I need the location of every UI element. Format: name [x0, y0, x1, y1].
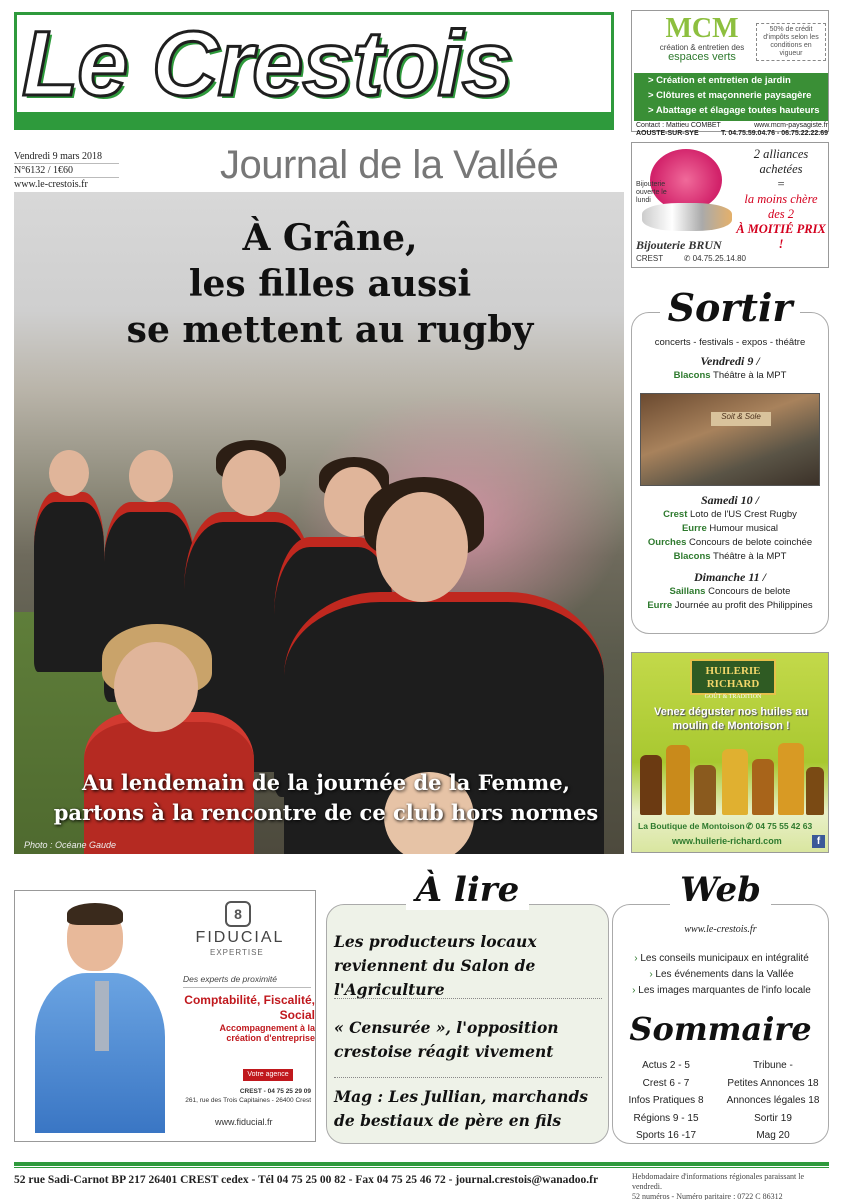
bottle	[694, 765, 716, 815]
alire-title-text: À lire	[406, 870, 530, 910]
event-what: Journée au profit des Philippines	[672, 600, 813, 611]
footer-rule	[14, 1162, 829, 1166]
newspaper-title: Le Crestois	[22, 13, 513, 115]
brun-promo	[736, 147, 826, 252]
headline-line: se mettent au rugby	[126, 309, 534, 351]
fiducial-offer	[183, 993, 315, 1043]
ad-fiducial[interactable]	[14, 890, 316, 1142]
issue-number: N°6132 / 1€60	[14, 164, 119, 178]
sortir-subtitle: concerts - festivals - expos - théâtre	[654, 337, 806, 348]
web-title	[612, 870, 829, 910]
huilerie-logo	[690, 659, 776, 700]
web-item[interactable]	[614, 952, 829, 966]
fiducial-brand-sub: EXPERTISE	[210, 948, 264, 957]
alire-divider	[334, 998, 602, 999]
alire-item[interactable]: « Censurée », l'opposition crestoise réagit vivement	[334, 1018, 559, 1061]
fiducial-url[interactable]: www.fiducial.fr	[215, 1117, 273, 1127]
event-place: Ourches	[647, 537, 687, 548]
sortir-event	[632, 585, 828, 599]
sommaire-left	[618, 1057, 714, 1145]
fiducial-offer-title: Comptabilité, Fiscalité, Social	[184, 993, 315, 1022]
footer-address: 52 rue Sadi-Carnot BP 217 26401 CREST cedex - Tél 04 75 25 00 82 - Fax 04 75 25 46 72 - journal.crestois@wanadoo.fr	[14, 1174, 599, 1186]
sortir-theatre-image	[640, 393, 820, 486]
cover-caption	[28, 768, 624, 828]
bottle	[778, 743, 804, 815]
web-url[interactable]: www.le-crestois.fr	[684, 924, 757, 935]
bottle	[722, 749, 748, 815]
mcm-service: > Création et entretien de jardin	[648, 75, 791, 86]
sortir-event	[632, 536, 828, 550]
footer-legal-line: Hebdomadaire d'informations régionales paraissant le vendredi.	[632, 1172, 805, 1191]
event-place: Blacons	[673, 551, 711, 562]
sortir-event	[632, 522, 828, 536]
promo-line-red-bold: À MOITIÉ PRIX !	[736, 222, 826, 251]
footer-rule-thin	[14, 1167, 829, 1168]
huilerie-brand: HUILERIE RICHARD	[705, 665, 761, 690]
sommaire-item: Mag 20	[756, 1130, 790, 1141]
sommaire-item: Sortir 19	[754, 1112, 792, 1124]
mcm-contact-site: www.mcm-paysagiste.fr	[754, 122, 828, 129]
sortir-title-text: Sortir	[660, 285, 801, 330]
girl-head	[114, 642, 198, 732]
brun-name: Bijouterie BRUN	[636, 238, 722, 252]
brun-city	[636, 254, 746, 263]
player-head	[49, 450, 89, 496]
bottle	[752, 759, 774, 815]
ad-huilerie-richard[interactable]	[631, 652, 829, 853]
huilerie-web[interactable]: www.huilerie-richard.com	[672, 836, 782, 846]
caption-line: Au lendemain de la journée de la Femme,	[82, 770, 570, 795]
photo-credit: Photo : Océane Gaude	[24, 840, 117, 850]
event-place: Crest	[663, 509, 688, 520]
web-item-label: Les conseils municipaux en intégralité	[640, 953, 809, 964]
event-place: Saillans	[669, 586, 706, 597]
fiducial-brand: FIDUCIAL	[195, 929, 285, 946]
newspaper-subtitle: Journal de la Vallée	[220, 143, 559, 187]
mcm-tagline: création & entretien des	[659, 43, 745, 52]
fiducial-agence-button[interactable]: Votre agence	[243, 1069, 293, 1081]
web-title-text: Web	[670, 870, 771, 910]
web-item-label: Les images marquantes de l'info locale	[638, 985, 811, 996]
event-what: Humour musical	[706, 523, 779, 534]
sommaire-item: Régions 9 - 15	[633, 1112, 699, 1124]
mcm-contact	[636, 122, 828, 138]
alire-item[interactable]: Les producteurs locaux reviennent du Salon de l'Agriculture	[334, 932, 537, 999]
event-what: Théâtre à la MPT	[710, 551, 787, 562]
facebook-icon[interactable]: f	[812, 835, 825, 848]
cover-headline[interactable]	[60, 215, 600, 353]
mcm-tagline-big: espaces verts	[668, 51, 736, 63]
oil-bottles-image	[636, 737, 826, 815]
player-head	[129, 450, 173, 502]
bottle	[666, 745, 690, 815]
brun-opening: Bijouterie ouverte le lundi	[636, 181, 667, 204]
man-tie	[95, 981, 109, 1051]
footer-legal-line: 52 numéros - Numéro paritaire : 0722 C 86312	[632, 1192, 783, 1200]
alire-title	[326, 870, 609, 910]
sommaire-item: Actus 2 - 5	[642, 1060, 690, 1071]
issue-info	[14, 150, 119, 191]
sortir-event	[632, 508, 828, 522]
sommaire-item: Petites Annonces 18	[727, 1077, 819, 1089]
mcm-logo	[652, 15, 752, 63]
mcm-services	[634, 73, 828, 121]
caption-line: partons à la rencontre de ce club hors normes	[53, 800, 599, 825]
sommaire-item: Annonces légales 18	[726, 1095, 820, 1106]
rings-image	[642, 203, 732, 231]
sortir-event	[632, 550, 828, 564]
mcm-tax-credit: 50% de crédit d'impôts selon les conditions en vigueur	[756, 23, 826, 61]
fiducial-address	[183, 1087, 311, 1105]
promo-eq: =	[776, 177, 786, 191]
promo-line-red: la moins chère des 2	[744, 192, 818, 221]
fiducial-offer-sub: Accompagnement à la création d'entreprise	[219, 1023, 315, 1043]
huilerie-shop: La Boutique de Montoison	[638, 821, 745, 831]
theatre-sign: Soit & Sole	[711, 412, 771, 426]
huilerie-phone: ✆ 04 75 55 42 63	[746, 821, 813, 831]
sortir-event	[632, 599, 828, 613]
event-what: Théâtre à la MPT	[710, 370, 787, 381]
chevron-right-icon: ›	[634, 953, 641, 964]
web-item[interactable]	[614, 984, 829, 998]
footer-legal	[632, 1172, 832, 1200]
ad-mcm[interactable]	[631, 10, 829, 137]
bottle	[806, 767, 824, 815]
huilerie-text: Venez déguster nos huiles au moulin de Montoison !	[653, 706, 809, 732]
brun-phone: ✆ 04.75.25.14.80	[683, 254, 746, 263]
sortir-day: Dimanche 11 /	[693, 570, 766, 584]
mcm-service: > Abattage et élagage toutes hauteurs	[648, 105, 820, 116]
sommaire-item: Infos Pratiques 8	[628, 1095, 704, 1106]
event-place: Eurre	[647, 600, 673, 611]
fiducial-logo-icon: 8	[225, 901, 251, 927]
alire-divider	[334, 1077, 602, 1078]
chevron-right-icon: ›	[632, 985, 639, 996]
ad-bijouterie-brun[interactable]	[631, 142, 829, 268]
player-head-front	[376, 492, 468, 602]
promo-line: 2 alliances achetées	[753, 147, 809, 176]
fiducial-tagline: Des experts de proximité	[183, 974, 311, 988]
mcm-contact-name: Contact : Mattieu COMBET	[636, 122, 721, 129]
event-place: Eurre	[681, 523, 707, 534]
sortir-day: Vendredi 9 /	[700, 354, 760, 368]
headline-line: les filles aussi	[188, 263, 472, 305]
sortir-day: Samedi 10 /	[700, 493, 759, 507]
huilerie-brand-sub: GOÛT & TRADITION	[704, 694, 762, 700]
bottle	[640, 755, 662, 815]
web-item-label: Les événements dans la Vallée	[655, 969, 794, 980]
player-head	[222, 450, 280, 516]
headline-line: À Grâne,	[242, 217, 418, 259]
event-place: Blacons	[673, 370, 711, 381]
sortir-event	[632, 369, 828, 383]
sommaire-item: Crest 6 - 7	[642, 1077, 690, 1089]
chevron-right-icon: ›	[649, 969, 656, 980]
mcm-service: > Clôtures et maçonnerie paysagère	[648, 90, 812, 101]
brun-city-name: CREST	[636, 254, 664, 263]
player-jersey	[34, 492, 104, 672]
fiducial-address-line: 261, rue des Trois Capitaines - 26400 Crest	[185, 1097, 311, 1104]
sortir-title	[631, 285, 829, 330]
issue-date: Vendredi 9 mars 2018	[14, 150, 119, 164]
event-what: Concours de belote	[705, 586, 791, 597]
sommaire-right	[720, 1057, 826, 1145]
web-item[interactable]	[614, 968, 829, 982]
mcm-contact-phone: T. 04.75.59.04.76 - 06.75.22.22.69	[720, 130, 828, 137]
issue-site: www.le-crestois.fr	[14, 179, 88, 190]
sommaire-item: Sports 16 -17	[635, 1130, 697, 1141]
man-hair	[67, 903, 123, 925]
alire-item[interactable]: Mag : Les Jullian, marchands de bestiaux de père en fils	[334, 1087, 589, 1130]
mcm-brand: MCM	[665, 13, 739, 44]
sommaire-item: Tribune -	[753, 1060, 793, 1071]
event-what: Loto de l'US Crest Rugby	[687, 509, 797, 520]
mcm-contact-city: AOUSTE-SUR-SYE	[636, 130, 699, 137]
sommaire-title: Sommaire	[629, 1010, 812, 1048]
event-what: Concours de belote coinchée	[686, 537, 813, 548]
fiducial-address-line: CREST - 04 75 25 29 09	[239, 1088, 311, 1095]
